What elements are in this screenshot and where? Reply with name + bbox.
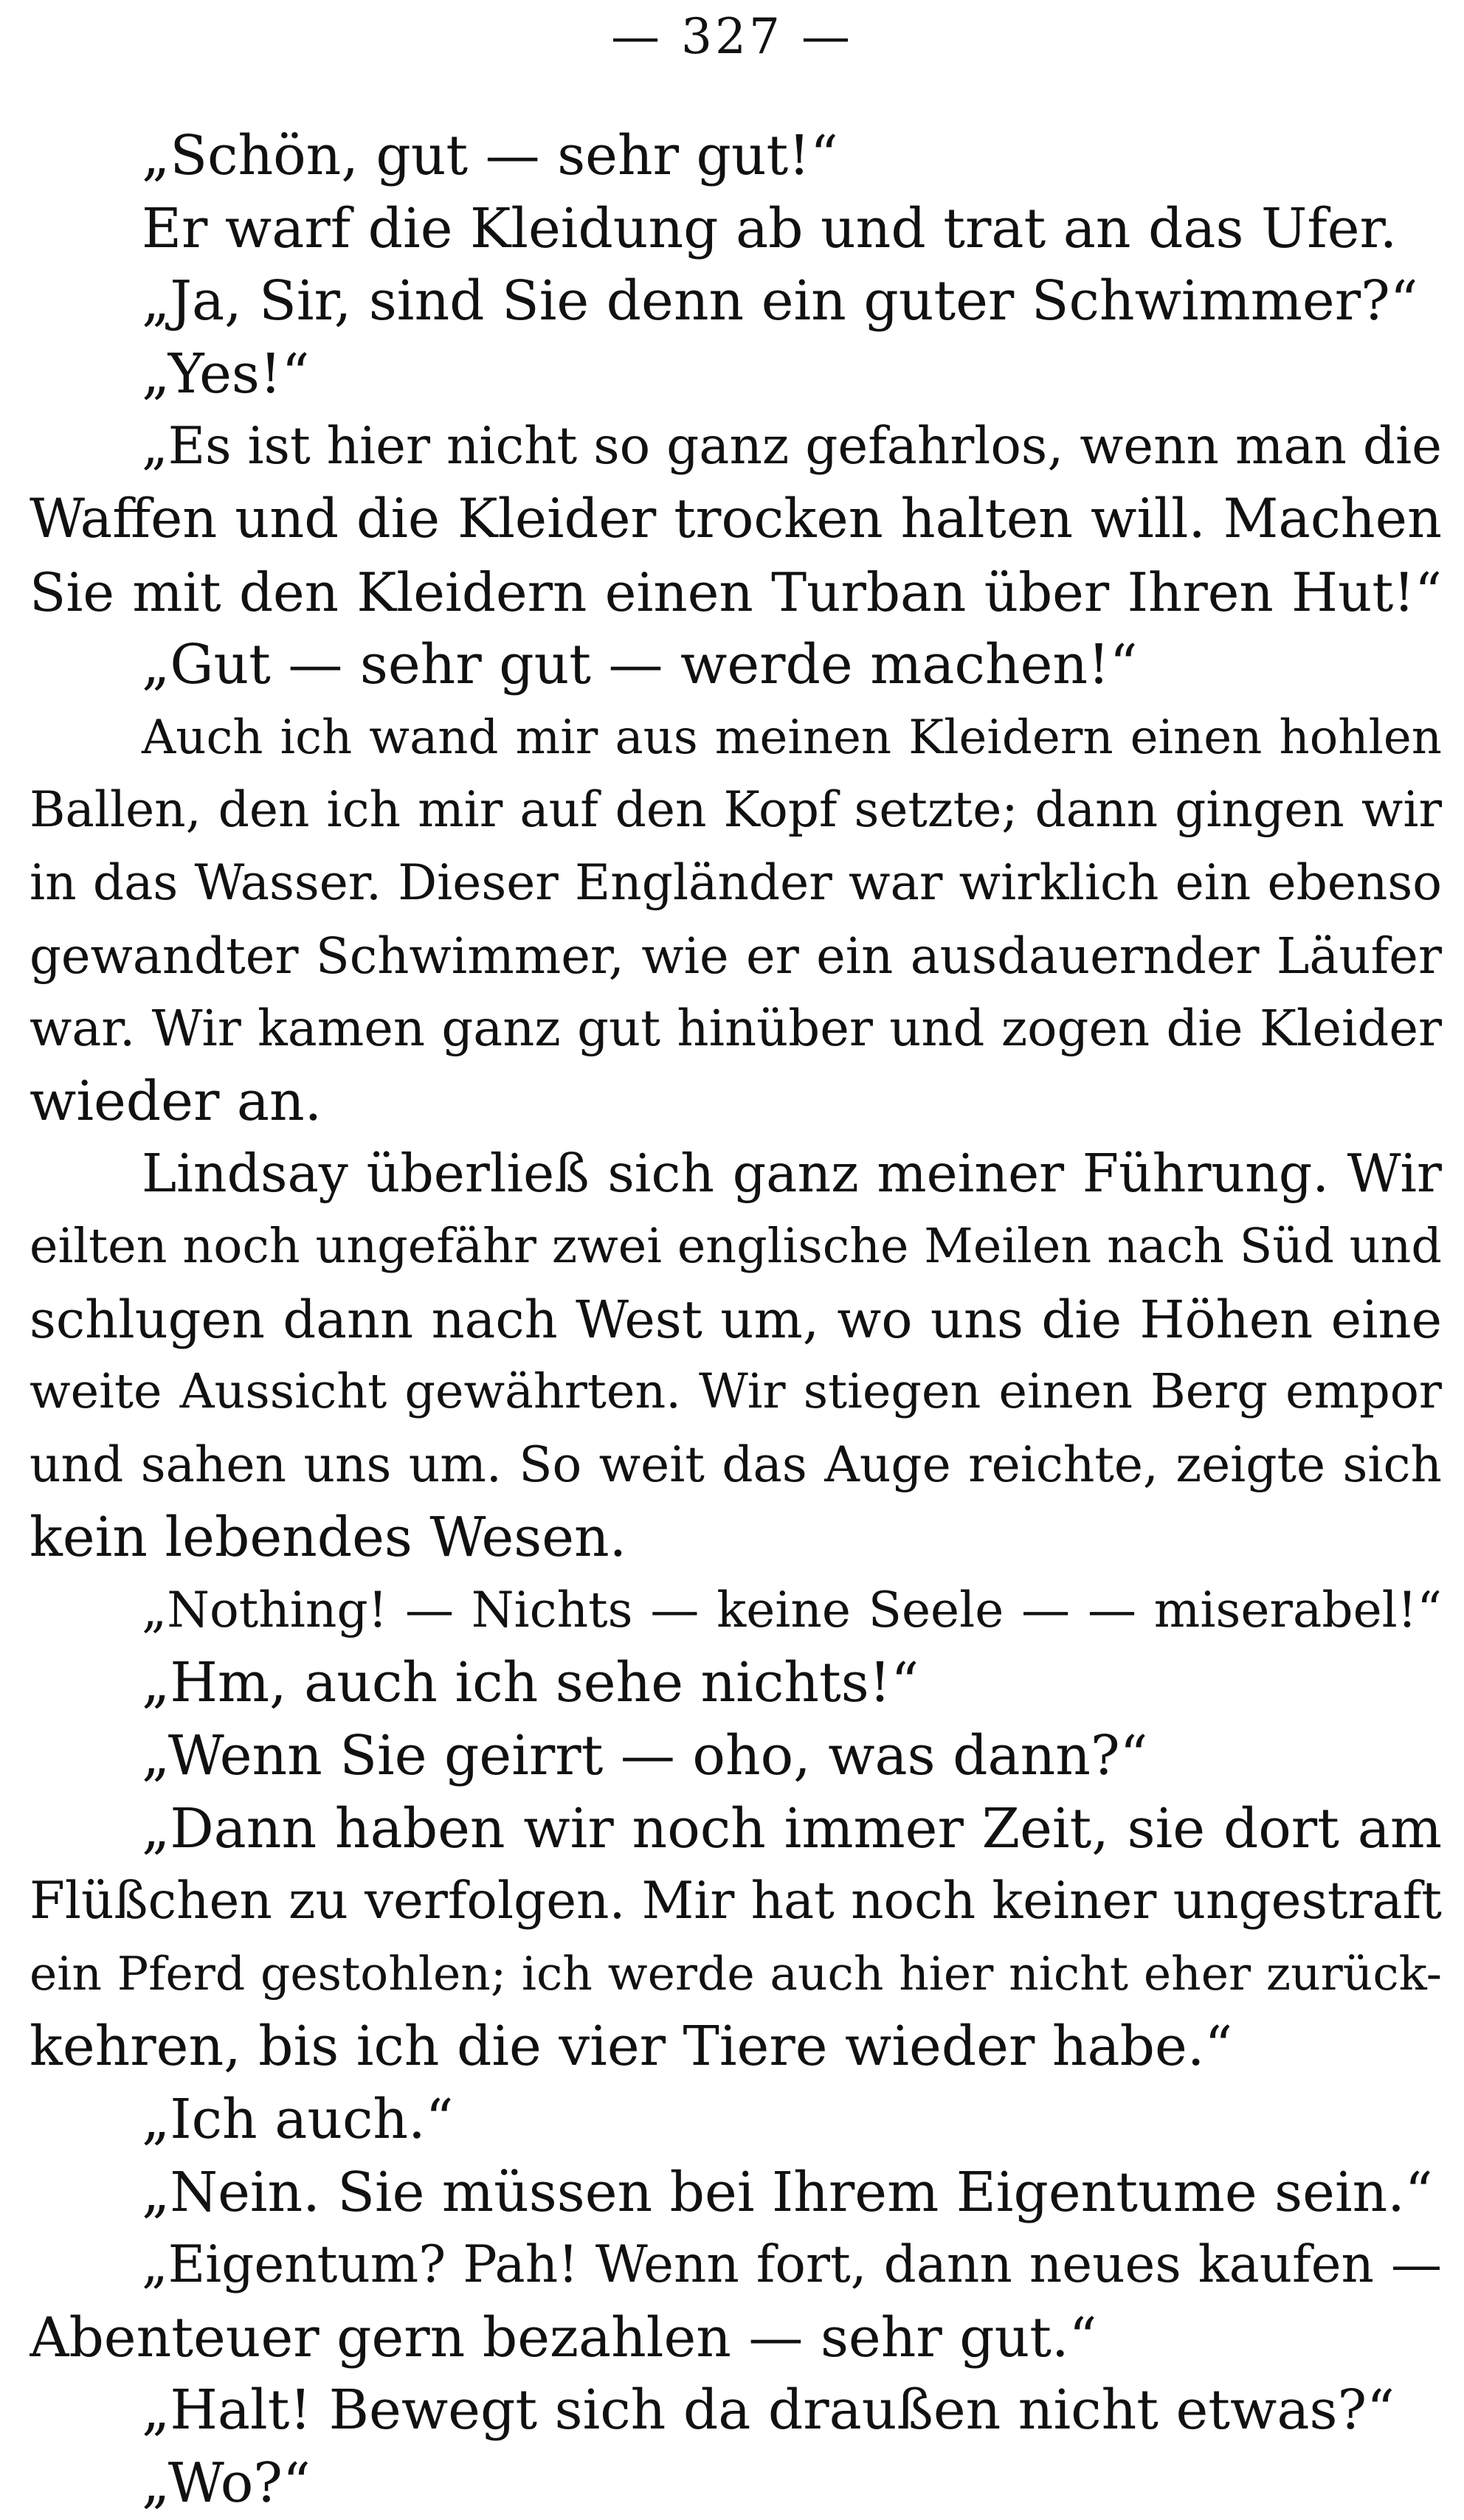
text-line: „Es ist hier nicht so ganz gefahrlos, wenn man die <box>142 417 1442 477</box>
body-text <box>30 120 1442 2520</box>
text-line: schlugen dann nach West um, wo uns die Höhen eine <box>30 1289 1442 1350</box>
text-line: ein Pferd gestohlen; ich werde auch hier nicht eher zurück- <box>30 1946 1442 2001</box>
text-line: wieder an. <box>30 1069 322 1133</box>
text-line: „Schön, gut — sehr gut!“ <box>142 124 838 187</box>
text-line: Abenteuer gern bezahlen — sehr gut.“ <box>30 2305 1097 2370</box>
text-line: Er warf die Kleidung ab und trat an das Ufer. <box>142 196 1398 260</box>
text-line: „Yes!“ <box>142 342 310 406</box>
text-line: und sahen uns um. So weit das Auge reichte, zeigte sich <box>30 1436 1442 1493</box>
text-line: kein lebendes Wesen. <box>30 1506 627 1570</box>
text-line: „Wo?“ <box>142 2451 311 2515</box>
text-line: „Nein. Sie müssen bei Ihrem Eigentume sein.“ <box>142 2160 1433 2224</box>
text-line: „Eigentum? Pah! Wenn fort, dann neues kaufen — <box>142 2235 1442 2295</box>
text-line: Sie mit den Kleidern einen Turban über Ihren Hut!“ <box>30 561 1442 623</box>
text-line: war. Wir kamen ganz gut hinüber und zogen die Kleider <box>30 1000 1442 1058</box>
text-line: Lindsay überließ sich ganz meiner Führung. Wir <box>142 1143 1442 1205</box>
text-line: gewandter Schwimmer, wie er ein ausdauernder Läufer <box>30 927 1442 985</box>
text-line: „Halt! Bewegt sich da draußen nicht etwas?“ <box>142 2378 1395 2443</box>
text-line: in das Wasser. Dieser Engländer war wirklich ein ebenso <box>30 854 1442 911</box>
text-line: „Nothing! — Nichts — keine Seele — — miserabel!“ <box>142 1581 1442 1638</box>
text-line: „Ich auch.“ <box>142 2088 454 2152</box>
text-line: „Ja, Sir, sind Sie denn ein guter Schwimmer?“ <box>142 269 1418 333</box>
text-line: „Dann haben wir noch immer Zeit, sie dort am <box>142 1796 1442 1860</box>
text-line: „Gut — sehr gut — werde machen!“ <box>142 633 1138 697</box>
text-line: weite Aussicht gewährten. Wir stiegen einen Berg empor <box>30 1364 1442 1420</box>
page-number: — 327 — <box>611 8 853 65</box>
text-line: Ballen, den ich mir auf den Kopf setzte; dann gingen wir <box>30 781 1442 839</box>
text-line: „Hm, auch ich sehe nichts!“ <box>142 1651 919 1715</box>
text-line: „Wenn Sie geirrt — oho, was dann?“ <box>142 1724 1148 1788</box>
text-line: Flüßchen zu verfolgen. Mir hat noch keiner ungestraft <box>30 1872 1442 1931</box>
text-line: kehren, bis ich die vier Tiere wieder habe.“ <box>30 2015 1233 2079</box>
text-line: eilten noch ungefähr zwei englische Meilen nach Süd und <box>30 1218 1442 1274</box>
text-line: Auch ich wand mir aus meinen Kleidern einen hohlen <box>142 710 1442 765</box>
text-line: Waffen und die Kleider trocken halten will. Machen <box>30 487 1442 550</box>
